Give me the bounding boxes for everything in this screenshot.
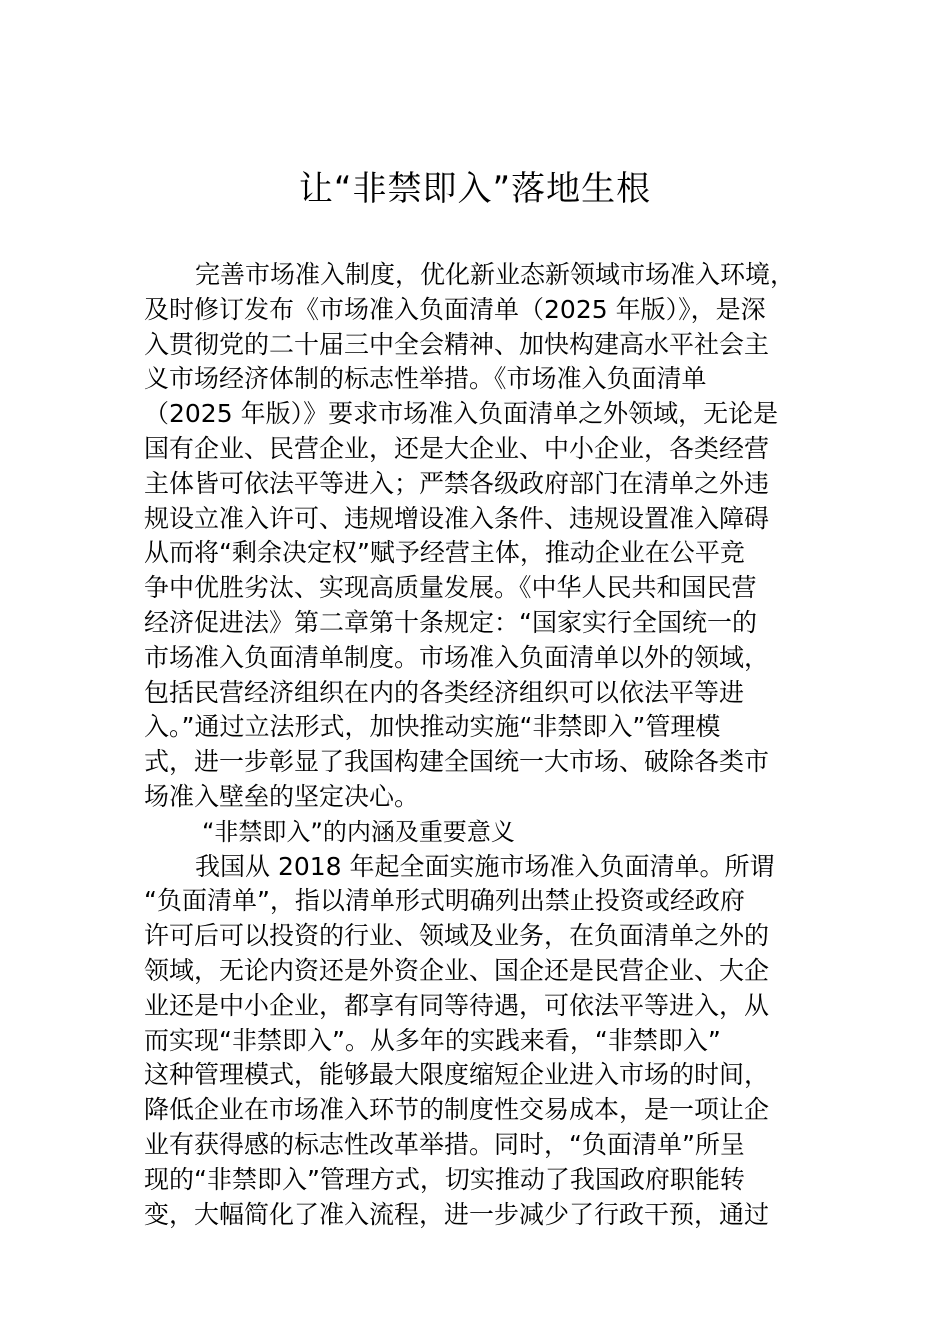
document-title: 让“非禁即入”落地生根 [298,169,652,209]
paragraph-2-line: 领域，无论内资还是外资企业、国企还是民营企业、大企 [144,955,770,985]
paragraph-1-line: 及时修订发布《市场准入负面清单（2025 年版）》，是深 [144,294,766,324]
paragraph-1-line: 完善市场准入制度，优化新业态新领域市场准入环境， [195,260,796,289]
paragraph-2-line: 现的“非禁即入”管理方式，切实推动了我国政府职能转 [144,1164,745,1194]
paragraph-1-line: 争中优胜劣汰、实现高质量发展。《中华人民共和国民营 [144,573,757,603]
paragraph-2-line: “负面清单”，指以清单形式明确列出禁止投资或经政府 [144,886,745,916]
paragraph-1-line: （2025 年版）》要求市场准入负面清单之外领域，无论是 [144,399,779,429]
section-heading: “非禁即入”的内涵及重要意义 [202,817,515,846]
paragraph-1-line: 经济促进法》第二章第十条规定：“国家实行全国统一的 [144,607,757,637]
paragraph-1-line: 规设立准入许可、违规增设准入条件、违规设置准入障碍 [144,503,770,533]
paragraph-1-line: 义市场经济体制的标志性举措。《市场准入负面清单 [144,364,707,394]
paragraph-2-line: 业还是中小企业，都享有同等待遇，可依法平等进入，从 [144,990,770,1020]
paragraph-2-line: 变，大幅简化了准入流程，进一步减少了行政干预，通过 [144,1199,770,1229]
paragraph-1-line: 入。”通过立法形式，加快推动实施“非禁即入”管理模 [144,712,721,742]
paragraph-1-line: 式，进一步彰显了我国构建全国统一大市场、破除各类市 [144,747,770,777]
paragraph-1-line: 场准入壁垒的坚定决心。 [144,781,420,811]
paragraph-1-line: 国有企业、民营企业，还是大企业、中小企业，各类经营 [144,433,770,463]
paragraph-2-line: 我国从 2018 年起全面实施市场准入负面清单。所谓 [195,851,775,881]
paragraph-1-line: 包括民营经济组织在内的各类经济组织可以依法平等进 [144,677,745,707]
paragraph-2-line: 而实现“非禁即入”。从多年的实践来看，“非禁即入” [144,1025,721,1055]
paragraph-1-line: 主体皆可依法平等进入；严禁各级政府部门在清单之外违 [144,468,770,498]
paragraph-2-line: 许可后可以投资的行业、领域及业务，在负面清单之外的 [144,921,770,951]
document-body [144,258,834,1232]
paragraph-1-line: 入贯彻党的二十届三中全会精神、加快构建高水平社会主 [144,329,770,359]
paragraph-2-line: 业有获得感的标志性改革举措。同时，“负面清单”所呈 [144,1129,745,1159]
paragraph-1-line: 从而将“剩余决定权”赋予经营主体，推动企业在公平竞 [144,538,745,568]
paragraph-2-line: 这种管理模式，能够最大限度缩短企业进入市场的时间， [144,1060,770,1090]
paragraph-2-line: 降低企业在市场准入环节的制度性交易成本，是一项让企 [144,1095,770,1125]
paragraph-1-line: 市场准入负面清单制度。市场准入负面清单以外的领域， [144,642,770,672]
